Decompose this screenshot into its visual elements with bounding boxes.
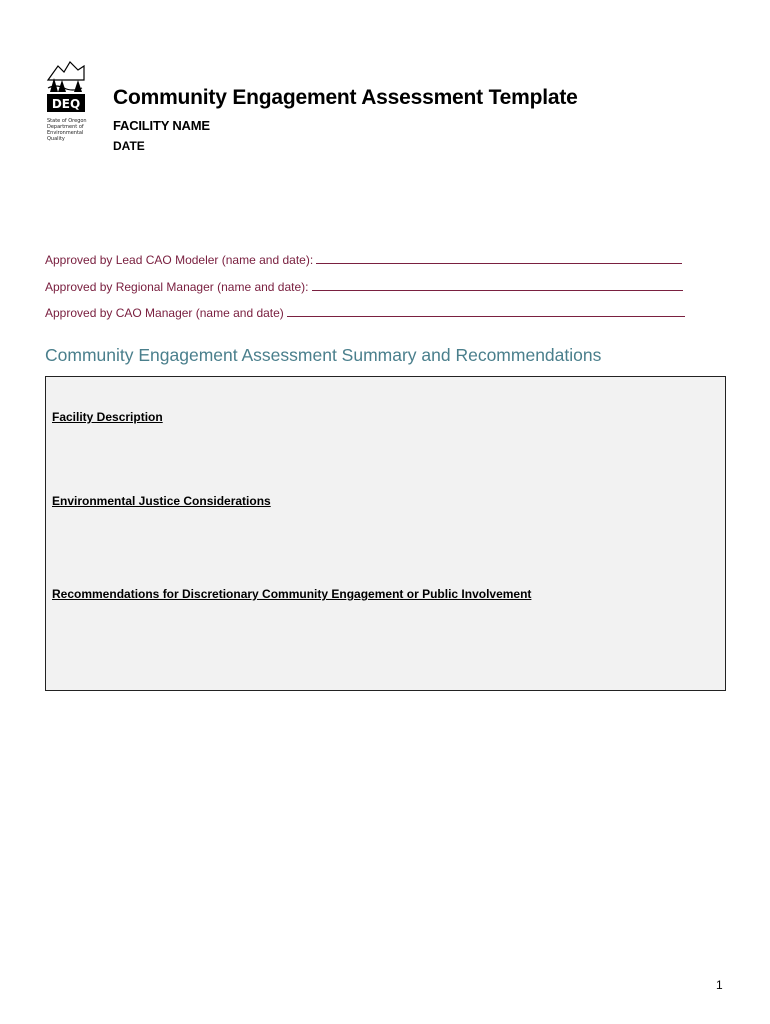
- summary-heading: Community Engagement Assessment Summary and Recommendations: [45, 345, 602, 365]
- environmental-justice-label: Environmental Justice Considerations: [52, 494, 271, 508]
- signature-line[interactable]: [312, 290, 683, 291]
- recommendations-label: Recommendations for Discretionary Community Engagement or Public Involvement: [52, 587, 532, 601]
- approval-lead-cao-modeler: [45, 249, 725, 267]
- logo-subtitle-line: Environmental: [47, 130, 84, 136]
- approval-label: Approved by Lead CAO Modeler (name and date):: [45, 253, 314, 267]
- facility-name: FACILITY NAME: [113, 118, 210, 133]
- deq-logo: [44, 58, 88, 148]
- logo-subtitle-line: Quality: [47, 136, 65, 142]
- approval-label: Approved by Regional Manager (name and date):: [45, 280, 309, 294]
- facility-description-label: Facility Description: [52, 410, 163, 424]
- summary-box[interactable]: [45, 376, 726, 691]
- approval-regional-manager: [45, 276, 725, 294]
- approval-label: Approved by CAO Manager (name and date): [45, 306, 284, 320]
- deq-mountain-icon: [44, 58, 88, 116]
- document-date: DATE: [113, 139, 145, 153]
- signature-line[interactable]: [316, 263, 682, 264]
- signature-line[interactable]: [287, 316, 685, 317]
- logo-subtitle-line: State of Oregon: [47, 118, 87, 124]
- approval-cao-manager: [45, 302, 725, 320]
- document-title: Community Engagement Assessment Template: [113, 86, 578, 109]
- logo-subtitle-line: Department of: [47, 124, 84, 130]
- page-number: 1: [716, 978, 723, 992]
- logo-subtitle: [47, 118, 91, 142]
- logo-text: DEQ: [51, 97, 81, 111]
